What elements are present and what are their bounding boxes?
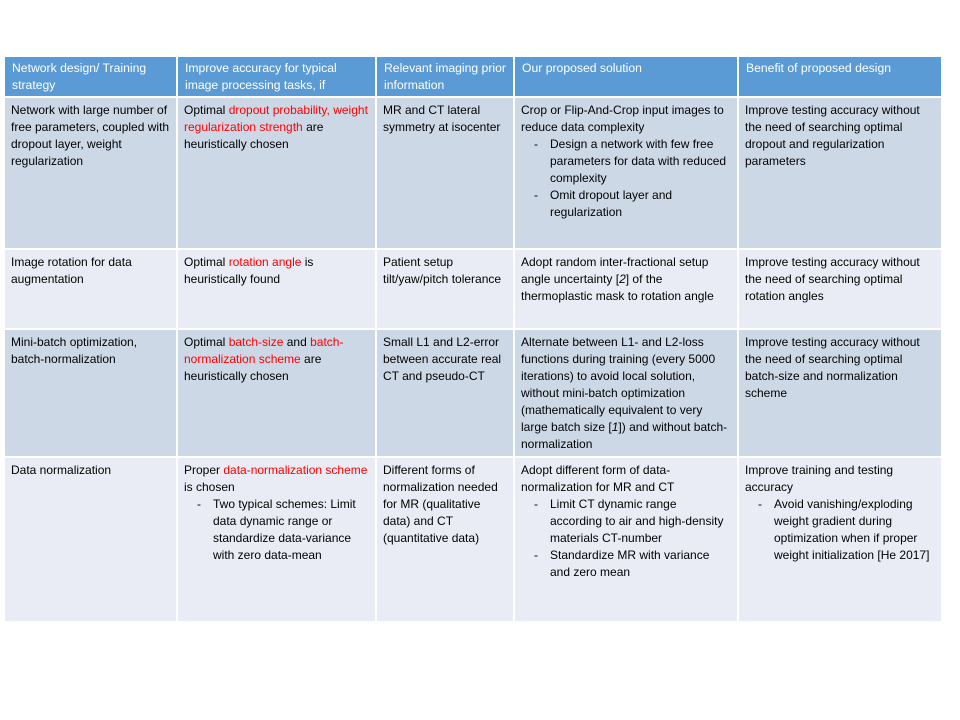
bullet-text [550, 137, 726, 185]
bullet-item [521, 187, 731, 221]
column-header-5: Benefit of proposed design [739, 57, 941, 96]
cell-r4-c5 [739, 458, 941, 621]
cell-r3-c3 [377, 330, 513, 456]
cell-r4-c4 [515, 458, 737, 621]
citation-number: 1 [611, 420, 619, 434]
cell-paragraph [184, 102, 369, 153]
dash-bullet: - [534, 548, 538, 562]
cell-paragraph [11, 462, 170, 479]
table-row-2 [5, 250, 941, 328]
citation-number: 2 [619, 272, 626, 286]
bullet-text [774, 497, 929, 562]
text-segment: Design a network with few free parameters for data with reduced complexity [550, 137, 727, 185]
text-segment: Mini-batch optimization, batch-normalization [11, 335, 138, 366]
text-segment: Optimal [184, 335, 229, 349]
cell-paragraph [521, 254, 731, 305]
cell-r1-c3 [377, 98, 513, 248]
text-segment: Optimal [184, 255, 229, 269]
bullet-item [184, 496, 369, 564]
highlighted-text: data-normalization scheme [223, 463, 368, 477]
cell-r2-c5 [739, 250, 941, 328]
text-segment: Network with large number of free parameters, coupled with dropout layer, weight regularization [11, 103, 170, 168]
cell-paragraph [521, 334, 731, 453]
text-segment: are heuristically chosen [184, 120, 324, 151]
column-header-3: Relevant imaging prior information [377, 57, 513, 96]
cell-paragraph [11, 102, 170, 170]
cell-paragraph [521, 102, 731, 136]
comparison-table [3, 55, 943, 623]
cell-r4-c2 [178, 458, 375, 621]
cell-paragraph [745, 334, 935, 402]
cell-paragraph [11, 334, 170, 368]
cell-r1-c1 [5, 98, 176, 248]
highlighted-text: batch-size [228, 335, 284, 349]
text-segment: Two typical schemes: Limit data dynamic range or standardize data-variance with zero data-mean [213, 497, 356, 562]
bullet-item [521, 496, 731, 547]
column-header-4: Our proposed solution [515, 57, 737, 96]
cell-paragraph [184, 254, 369, 288]
text-segment: Proper [184, 463, 224, 477]
text-segment: Limit CT dynamic range according to air and high-density materials CT-number [550, 497, 724, 545]
highlighted-text: batch-normalization scheme [184, 335, 344, 366]
cell-r2-c3 [377, 250, 513, 328]
bullet-item [745, 496, 935, 564]
cell-r2-c2 [178, 250, 375, 328]
table-row-3 [5, 330, 941, 456]
text-segment: is chosen [184, 480, 235, 494]
dash-bullet: - [758, 497, 762, 511]
text-segment: Standardize MR with variance and zero mean [550, 548, 710, 579]
highlighted-text: weight regularization strength [184, 103, 368, 134]
bullet-text [550, 188, 672, 219]
cell-r4-c3 [377, 458, 513, 621]
text-segment: Patient setup tilt/yaw/pitch tolerance [383, 255, 502, 286]
cell-paragraph [184, 334, 369, 385]
highlighted-text: dropout probability, [228, 103, 330, 117]
cell-paragraph [521, 462, 731, 496]
bullet-text [213, 497, 356, 562]
table-row-4 [5, 458, 941, 621]
text-segment: Data normalization [11, 463, 112, 477]
cell-paragraph [745, 102, 935, 170]
cell-paragraph [383, 102, 507, 136]
bullet-item [521, 136, 731, 187]
cell-paragraph [745, 254, 935, 305]
cell-r3-c4 [515, 330, 737, 456]
text-segment: Improve training and testing accuracy [745, 463, 894, 494]
cell-r4-c1 [5, 458, 176, 621]
text-segment: ] of the thermoplastic mask to rotation angle [521, 272, 714, 303]
cell-r3-c5 [739, 330, 941, 456]
text-segment: Improve testing accuracy without the need of searching optimal dropout and regularization parameters [745, 103, 920, 168]
cell-r2-c1 [5, 250, 176, 328]
text-segment: Adopt different form of data-normalization for MR and CT [521, 463, 675, 494]
cell-paragraph [383, 462, 507, 547]
cell-r1-c2 [178, 98, 375, 248]
text-segment: Improve testing accuracy without the need of searching optimal rotation angles [745, 255, 920, 303]
text-segment: is heuristically found [184, 255, 314, 286]
bullet-text [550, 548, 709, 579]
text-segment: Omit dropout layer and regularization [550, 188, 673, 219]
text-segment: and [283, 335, 311, 349]
text-segment: Small L1 and L2-error between accurate real CT and pseudo-CT [383, 335, 502, 383]
text-segment: Alternate between L1- and L2-loss functions during training (every 5000 iterations) to avoid local solution, without mini-batch optimization (mathematically equivalent to very large batch size [ [521, 335, 716, 434]
cell-r1-c4 [515, 98, 737, 248]
cell-paragraph [11, 254, 170, 288]
cell-r3-c1 [5, 330, 176, 456]
dash-bullet: - [197, 497, 201, 511]
text-segment: ]) and without batch-normalization [521, 420, 728, 451]
table-body [5, 98, 941, 621]
text-segment: Optimal [184, 103, 229, 117]
highlighted-text: rotation angle [228, 255, 302, 269]
header-row [5, 57, 941, 96]
bullet-text [550, 497, 723, 545]
dash-bullet: - [534, 188, 538, 202]
text-segment: Adopt random inter-fractional setup angle uncertainty [ [521, 255, 709, 286]
dash-bullet: - [534, 137, 538, 151]
cell-paragraph [184, 462, 369, 496]
cell-paragraph [745, 462, 935, 496]
text-segment: Avoid vanishing/exploding weight gradient during optimization when if proper weight initialization [He 2017] [774, 497, 930, 562]
cell-paragraph [383, 334, 507, 385]
column-header-2: Improve accuracy for typical image processing tasks, if [178, 57, 375, 96]
text-segment: MR and CT lateral symmetry at isocenter [383, 103, 501, 134]
text-segment: Different forms of normalization needed for MR (qualitative data) and CT (quantitative data) [383, 463, 498, 545]
text-segment: Crop or Flip-And-Crop input images to reduce data complexity [521, 103, 724, 134]
table-row-1 [5, 98, 941, 248]
column-header-1: Network design/ Training strategy [5, 57, 176, 96]
bullet-item [521, 547, 731, 581]
cell-r3-c2 [178, 330, 375, 456]
cell-r1-c5 [739, 98, 941, 248]
cell-r2-c4 [515, 250, 737, 328]
text-segment: Improve testing accuracy without the need of searching optimal batch-size and normalization scheme [745, 335, 920, 400]
text-segment: Image rotation for data augmentation [11, 255, 132, 286]
text-segment: are heuristically chosen [184, 352, 322, 383]
cell-paragraph [383, 254, 507, 288]
dash-bullet: - [534, 497, 538, 511]
